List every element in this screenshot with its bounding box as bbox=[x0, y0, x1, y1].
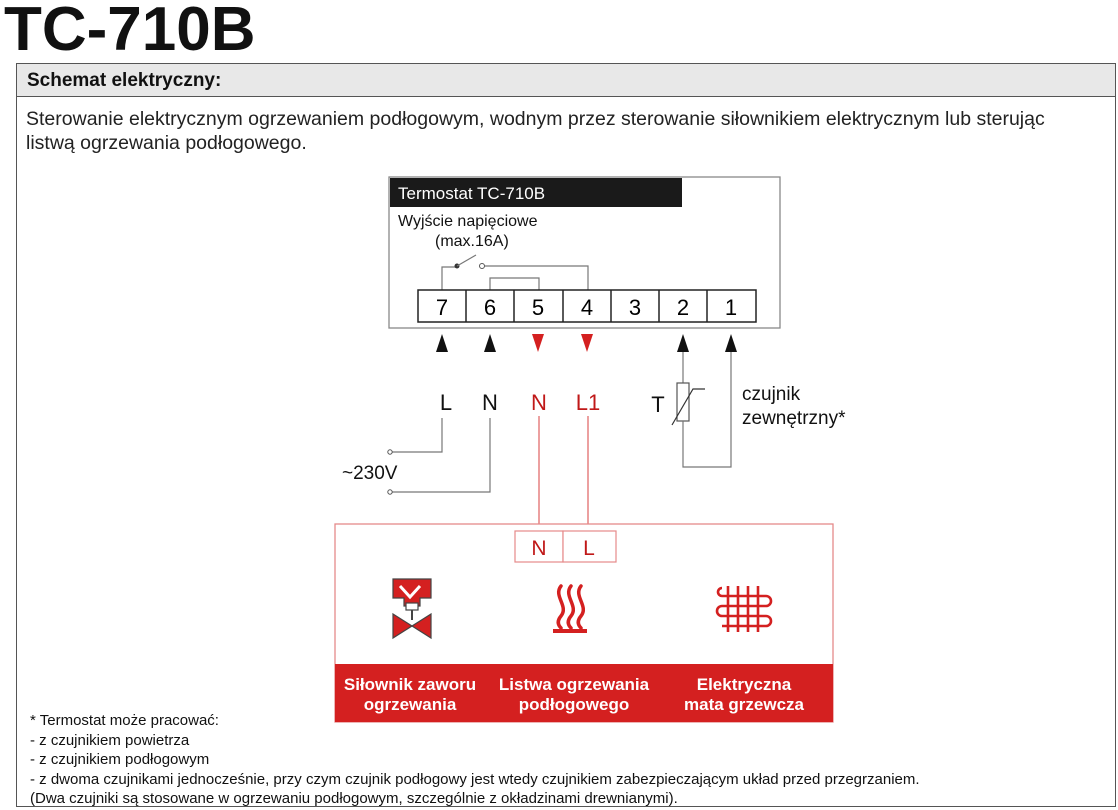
arrow-up-1 bbox=[725, 334, 737, 352]
section-header-label: Schemat elektryczny: bbox=[27, 70, 222, 91]
load-terminal-L: L bbox=[583, 537, 595, 560]
terminal-6: 6 bbox=[483, 295, 497, 320]
footnote-line: - z czujnikiem powietrza bbox=[30, 731, 190, 749]
load-terminal-N: N bbox=[531, 537, 547, 560]
footnotes bbox=[30, 711, 920, 809]
description-text: Sterowanie elektrycznym ogrzewaniem podłogowym, wodnym przez sterowanie siłownikiem elektrycznym lub sterując listwą ogrzewania podłogowego. bbox=[26, 108, 1045, 154]
device-2-label-line1: Listwa ogrzewania bbox=[498, 675, 650, 694]
supply-wire-L bbox=[392, 418, 442, 452]
arrow-down-5 bbox=[532, 334, 544, 352]
sensor-label-line1: czujnik bbox=[742, 384, 801, 405]
device-3-label-line2: mata grzewcza bbox=[684, 695, 804, 714]
device-2-label-line2: podłogowego bbox=[518, 695, 630, 714]
device-3-label-line1: Elektryczna bbox=[696, 675, 792, 694]
terminal-7: 7 bbox=[435, 295, 449, 320]
supply-terminal-L bbox=[388, 450, 392, 454]
device-1-label-line2: ogrzewania bbox=[363, 695, 457, 714]
arrow-up-7 bbox=[436, 334, 448, 352]
supply-terminal-N bbox=[388, 490, 392, 494]
wire-label-N: N bbox=[482, 390, 498, 415]
supply-wire-N bbox=[392, 418, 490, 492]
page-title: TC-710B bbox=[4, 0, 256, 64]
terminal-3: 3 bbox=[628, 295, 642, 320]
sensor-wire-loop bbox=[683, 352, 731, 467]
terminal-5: 5 bbox=[531, 295, 545, 320]
sensor-label-line2: zewnętrzny* bbox=[742, 408, 846, 429]
terminal-1: 1 bbox=[724, 295, 738, 320]
device-1-label-line1: Siłownik zaworu bbox=[343, 675, 477, 694]
output-label: Wyjście napięciowe bbox=[398, 213, 538, 230]
arrow-up-2 bbox=[677, 334, 689, 352]
supply-label: ~230V bbox=[342, 463, 398, 484]
terminal-4: 4 bbox=[580, 295, 594, 320]
footnote-line: - z dwoma czujnikami jednocześnie, przy czym czujnik podłogowy jest wtedy czujnikiem zabezpieczającym układ przed przegrzaniem. bbox=[30, 770, 920, 788]
terminal-2: 2 bbox=[676, 295, 690, 320]
wire-label-T: T bbox=[651, 392, 665, 417]
wire-label-N-out: N bbox=[531, 390, 547, 415]
thermostat-label: Termostat TC-710B bbox=[398, 184, 546, 203]
wire-label-L: L bbox=[439, 390, 453, 415]
sensor-resistor-icon bbox=[677, 383, 689, 421]
footnote-line: * Termostat może pracować: bbox=[30, 712, 219, 729]
output-max-label: (max.16A) bbox=[435, 233, 509, 250]
footnote-line: (Dwa czujniki są stosowane w ogrzewaniu podłogowym, szczególnie z okładzinami drewnianymi). bbox=[30, 790, 678, 807]
arrow-down-4 bbox=[581, 334, 593, 352]
wire-label-L1-out: L1 bbox=[575, 390, 601, 415]
arrow-up-6 bbox=[484, 334, 496, 352]
footnote-line: - z czujnikiem podłogowym bbox=[30, 751, 210, 768]
